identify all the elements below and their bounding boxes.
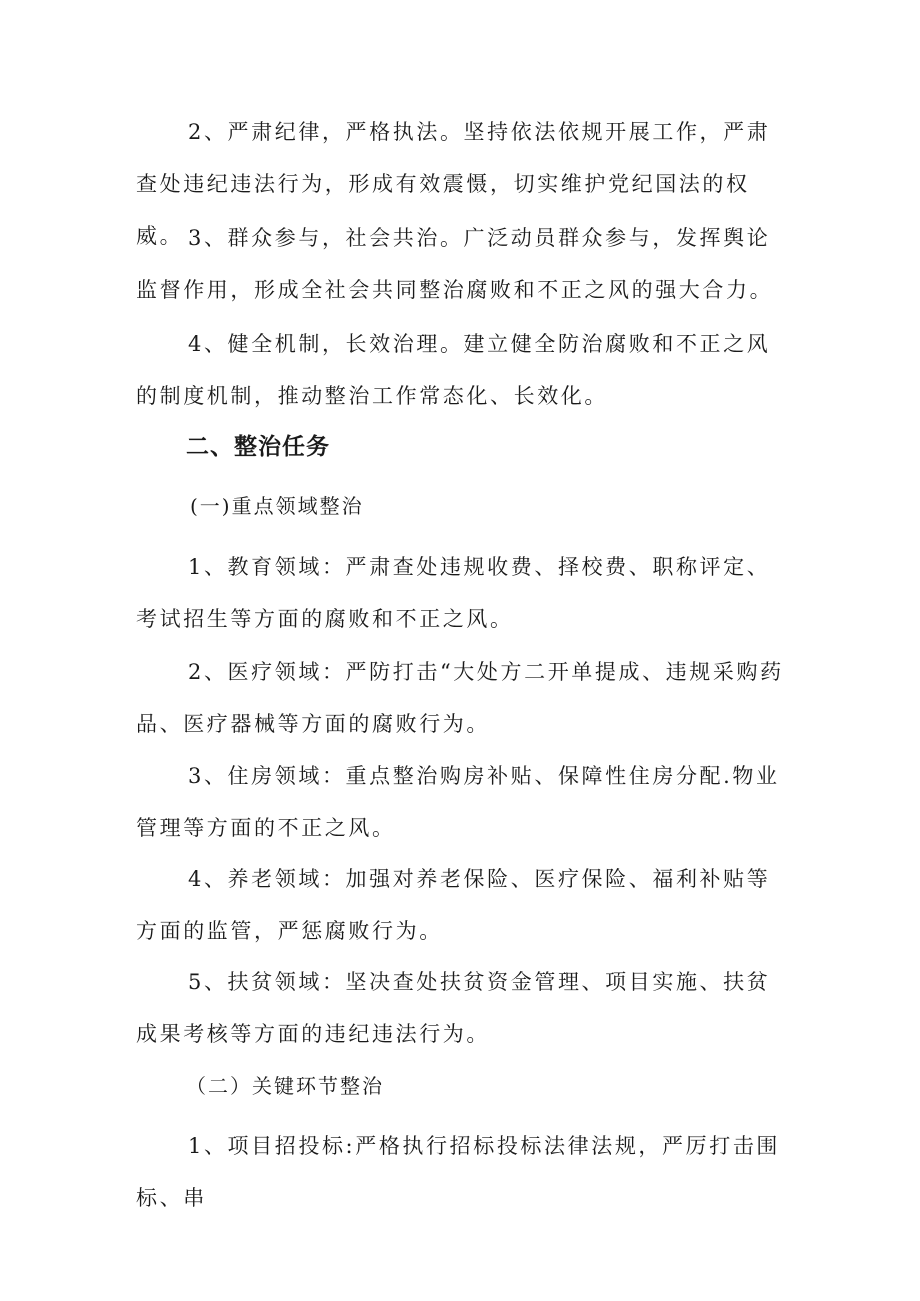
principle-paragraph-2: 2、严肃纪律，严格执法。坚持依法依规开展工作，严肃查处违纪违法行为，形成有效震慑，切实维护党纪国法的权威。: [136, 120, 771, 248]
list-item-elderly-care: 4、养老领域：加强对养老保险、医疗保险、福利补贴等方面的监管，严惩腐败行为。: [136, 867, 771, 943]
list-item-poverty-alleviation: 5、扶贫领域：坚决查处扶贫资金管理、项目实施、扶贫成果考核等方面的违纪违法行为。: [136, 970, 771, 1046]
subsection-heading-2: （二）关键环节整治: [186, 1074, 384, 1098]
list-item-medical: 2、医疗领域：严防打击“大处方二开单提成、违规采购药品、医疗器械等方面的腐败行为。: [136, 660, 784, 736]
list-item-housing: 3、住房领域：重点整治购房补贴、保障性住房分配.物业管理等方面的不正之风。: [136, 764, 780, 840]
list-item-bidding: 1、项目招投标:严格执行招标投标法律法规，严厉打击围标、串: [136, 1134, 781, 1210]
principle-paragraph-4: 4、健全机制，长效治理。建立健全防治腐败和不正之风的制度机制，推动整治工作常态化、长效化。: [136, 332, 771, 408]
subsection-heading-1: (一)重点领域整治: [190, 494, 364, 518]
principle-paragraph-3: 3、群众参与，社会共治。广泛动员群众参与，发挥舆论监督作用，形成全社会共同整治腐败和不正之风的强大合力。: [136, 226, 774, 302]
list-item-education: 1、教育领域：严肃查处违规收费、择校费、职称评定、考试招生等方面的腐败和不正之风。: [136, 555, 771, 631]
section-heading: 二、整治任务: [186, 434, 330, 460]
